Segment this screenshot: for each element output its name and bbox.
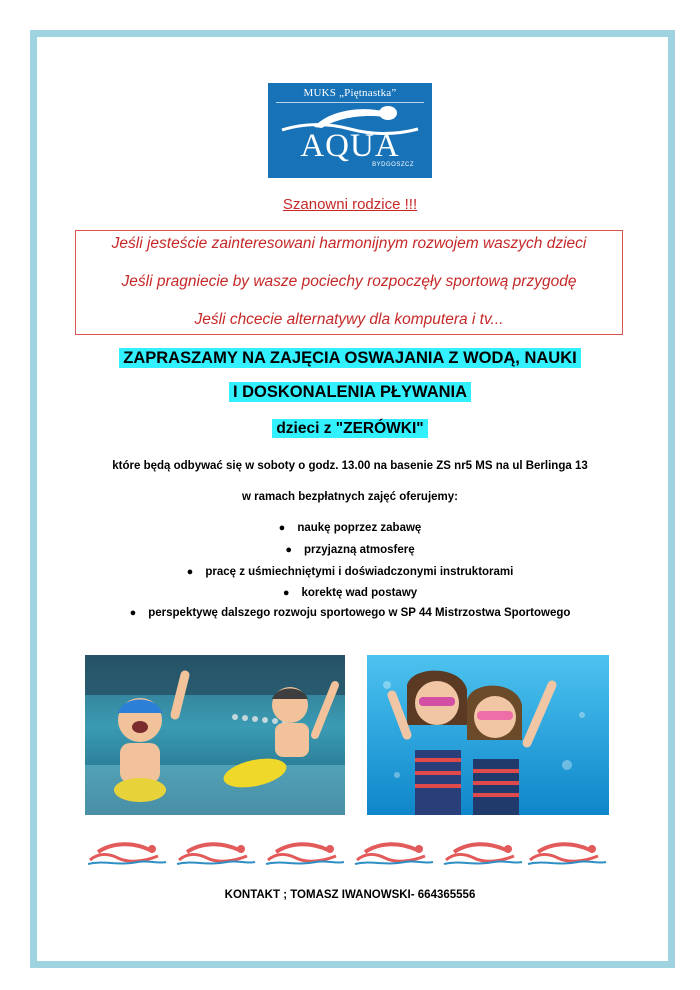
audience: dzieci z "ZERÓWKI" [272,419,427,438]
bullet-icon: ● [129,607,137,619]
headline-line-1-row [0,349,700,368]
offer-intro: w ramach bezpłatnych zajęć oferujemy: [241,491,459,503]
swimmer-icon [355,844,433,864]
intro-line: Jeśli chcecie alternatywy dla komputera i tv... [194,311,504,328]
logo-title: AQUA [300,128,400,164]
bullet-icon: ● [278,522,286,534]
swimmer-decoration-row [88,838,608,868]
logo-city: BYDGOSZCZ [372,162,414,168]
swimmer-icon [266,844,344,864]
photo-kids-with-kickboards [85,655,345,815]
list-item: ● korektę wad postawy [282,587,418,599]
intro-line: Jeśli pragniecie by wasze pociechy rozpoczęły sportową przygodę [121,273,577,290]
headline-line-2-row [0,383,700,402]
swimmer-icon [528,844,606,864]
list-item: ● perspektywę dalszego rozwoju sportowego w SP 44 Mistrzostwa Sportowego [129,607,571,619]
list-item: ● przyjazną atmosferę [285,544,415,556]
bullet-icon: ● [186,566,194,578]
swimmer-icon [88,844,166,864]
greeting: Szanowni rodzice !!! [282,196,418,213]
intro-box [75,230,623,335]
intro-line: Jeśli jesteście zainteresowani harmonijnym rozwojem waszych dzieci [111,235,587,252]
schedule-text: które będą odbywać się w soboty o godz. 13.00 na basenie ZS nr5 MS na ul Berlinga 13 [112,460,588,472]
contact-info: KONTAKT ; TOMASZ IWANOWSKI- 664365556 [224,889,476,901]
list-item: ● naukę poprzez zabawę [278,522,422,534]
headline-line-1: ZAPRASZAMY NA ZAJĘCIA OSWAJANIA Z WODĄ, NAUKI [119,348,580,368]
photo-girls-underwater [367,655,609,815]
headline-line-2: I DOSKONALENIA PŁYWANIA [229,382,471,402]
swimmer-icon [177,844,255,864]
swimmer-icon [444,844,522,864]
logo-club-name: MUKS „Piętnastka” [303,87,397,99]
audience-row [0,420,700,438]
list-item: ● pracę z uśmiechniętymi i doświadczonymi instruktorami [186,566,514,578]
bullet-icon: ● [285,544,293,556]
bullet-icon: ● [282,587,290,599]
club-logo [268,83,432,178]
